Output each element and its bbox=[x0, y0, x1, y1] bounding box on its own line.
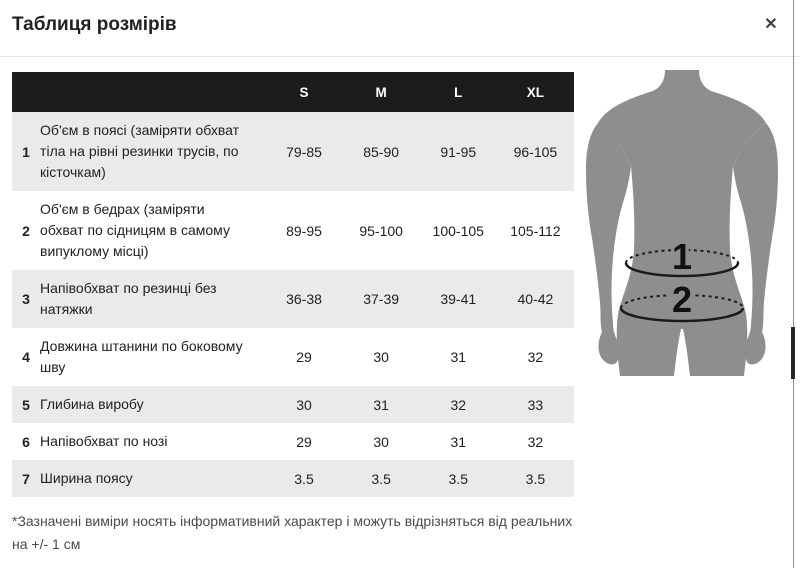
modal-header bbox=[0, 0, 800, 57]
size-value-cell: 32 bbox=[527, 433, 544, 450]
size-value-cell: 3.5 bbox=[448, 470, 468, 487]
size-column-header-s: S bbox=[265, 72, 342, 112]
size-value-cell: 30 bbox=[296, 396, 312, 413]
measurement-label: Об'єм в бедрах (заміряти обхват по сідницям в самому випуклому місці) bbox=[40, 201, 230, 259]
row-number: 3 bbox=[22, 291, 30, 307]
measurement-label: Напівобхват по резинці без натяжки bbox=[40, 280, 217, 317]
row-number: 2 bbox=[22, 222, 30, 239]
scrollbar-thumb[interactable] bbox=[791, 327, 795, 379]
row-number: 6 bbox=[22, 433, 30, 450]
size-column-header-l: L bbox=[420, 72, 497, 112]
size-value-cell: 79-85 bbox=[286, 143, 322, 160]
size-value-cell: 29 bbox=[296, 349, 312, 365]
size-value-cell: 32 bbox=[527, 349, 544, 365]
size-table bbox=[12, 72, 574, 497]
size-value-cell: 31 bbox=[450, 433, 467, 450]
size-column-header-xl: XL bbox=[497, 72, 574, 112]
table-row bbox=[12, 328, 574, 386]
row-number: 4 bbox=[22, 349, 30, 365]
size-value-cell: 40-42 bbox=[517, 291, 554, 307]
row-number: 7 bbox=[22, 470, 30, 487]
table-row bbox=[12, 112, 574, 191]
scrollbar-track bbox=[793, 0, 794, 568]
measurement-label: Об'єм в поясі (заміряти обхват тіла на рівні резинки трусів, по кісточкам) bbox=[40, 122, 240, 180]
size-value-cell: 31 bbox=[373, 396, 389, 413]
size-value-cell: 37-39 bbox=[363, 291, 400, 307]
size-value-cell: 3.5 bbox=[371, 470, 391, 487]
measurement-label: Глибина виробу bbox=[40, 396, 144, 412]
size-value-cell: 33 bbox=[527, 396, 544, 413]
table-row bbox=[12, 386, 574, 423]
waist-measure-label: 1 bbox=[671, 236, 693, 277]
size-value-cell: 39-41 bbox=[440, 291, 477, 307]
body-silhouette bbox=[585, 52, 800, 382]
size-value-cell: 30 bbox=[373, 433, 389, 450]
measurement-label: Довжина штанини по боковому шву bbox=[40, 338, 243, 375]
measurement-label: Ширина поясу bbox=[40, 470, 133, 486]
close-icon: ✕ bbox=[764, 16, 778, 33]
size-column-header-m: M bbox=[343, 72, 420, 112]
measurement-label: Напівобхват по нозі bbox=[40, 433, 168, 449]
size-value-cell: 85-90 bbox=[363, 143, 400, 160]
size-value-cell: 89-95 bbox=[286, 222, 322, 239]
table-row bbox=[12, 460, 574, 497]
size-value-cell: 31 bbox=[450, 349, 467, 365]
size-table-header-row bbox=[12, 72, 574, 112]
table-row bbox=[12, 191, 574, 270]
size-value-cell: 100-105 bbox=[432, 222, 484, 239]
body-measurement-diagram bbox=[585, 52, 800, 382]
row-number: 1 bbox=[22, 143, 30, 160]
size-value-cell: 91-95 bbox=[440, 143, 477, 160]
size-value-cell: 95-100 bbox=[359, 222, 403, 239]
hip-measure-label: 2 bbox=[671, 279, 693, 320]
size-value-cell: 3.5 bbox=[294, 470, 314, 487]
corner-cell bbox=[12, 72, 40, 112]
footnote: *Зазначені виміри носять інформативний характер і можуть відрізняться від реальних на +/- 1 см bbox=[12, 513, 573, 552]
row-number: 5 bbox=[22, 396, 30, 413]
corner-cell bbox=[40, 72, 265, 112]
size-value-cell: 105-112 bbox=[510, 222, 561, 239]
size-value-cell: 3.5 bbox=[525, 470, 546, 487]
size-value-cell: 30 bbox=[373, 349, 389, 365]
size-value-cell: 32 bbox=[450, 396, 467, 413]
table-row bbox=[12, 270, 574, 328]
size-value-cell: 29 bbox=[296, 433, 312, 450]
close-button[interactable] bbox=[760, 14, 782, 36]
modal-title: Таблиця розмірів bbox=[12, 14, 177, 35]
size-value-cell: 96-105 bbox=[513, 143, 558, 160]
table-row bbox=[12, 423, 574, 460]
size-value-cell: 36-38 bbox=[286, 291, 322, 307]
